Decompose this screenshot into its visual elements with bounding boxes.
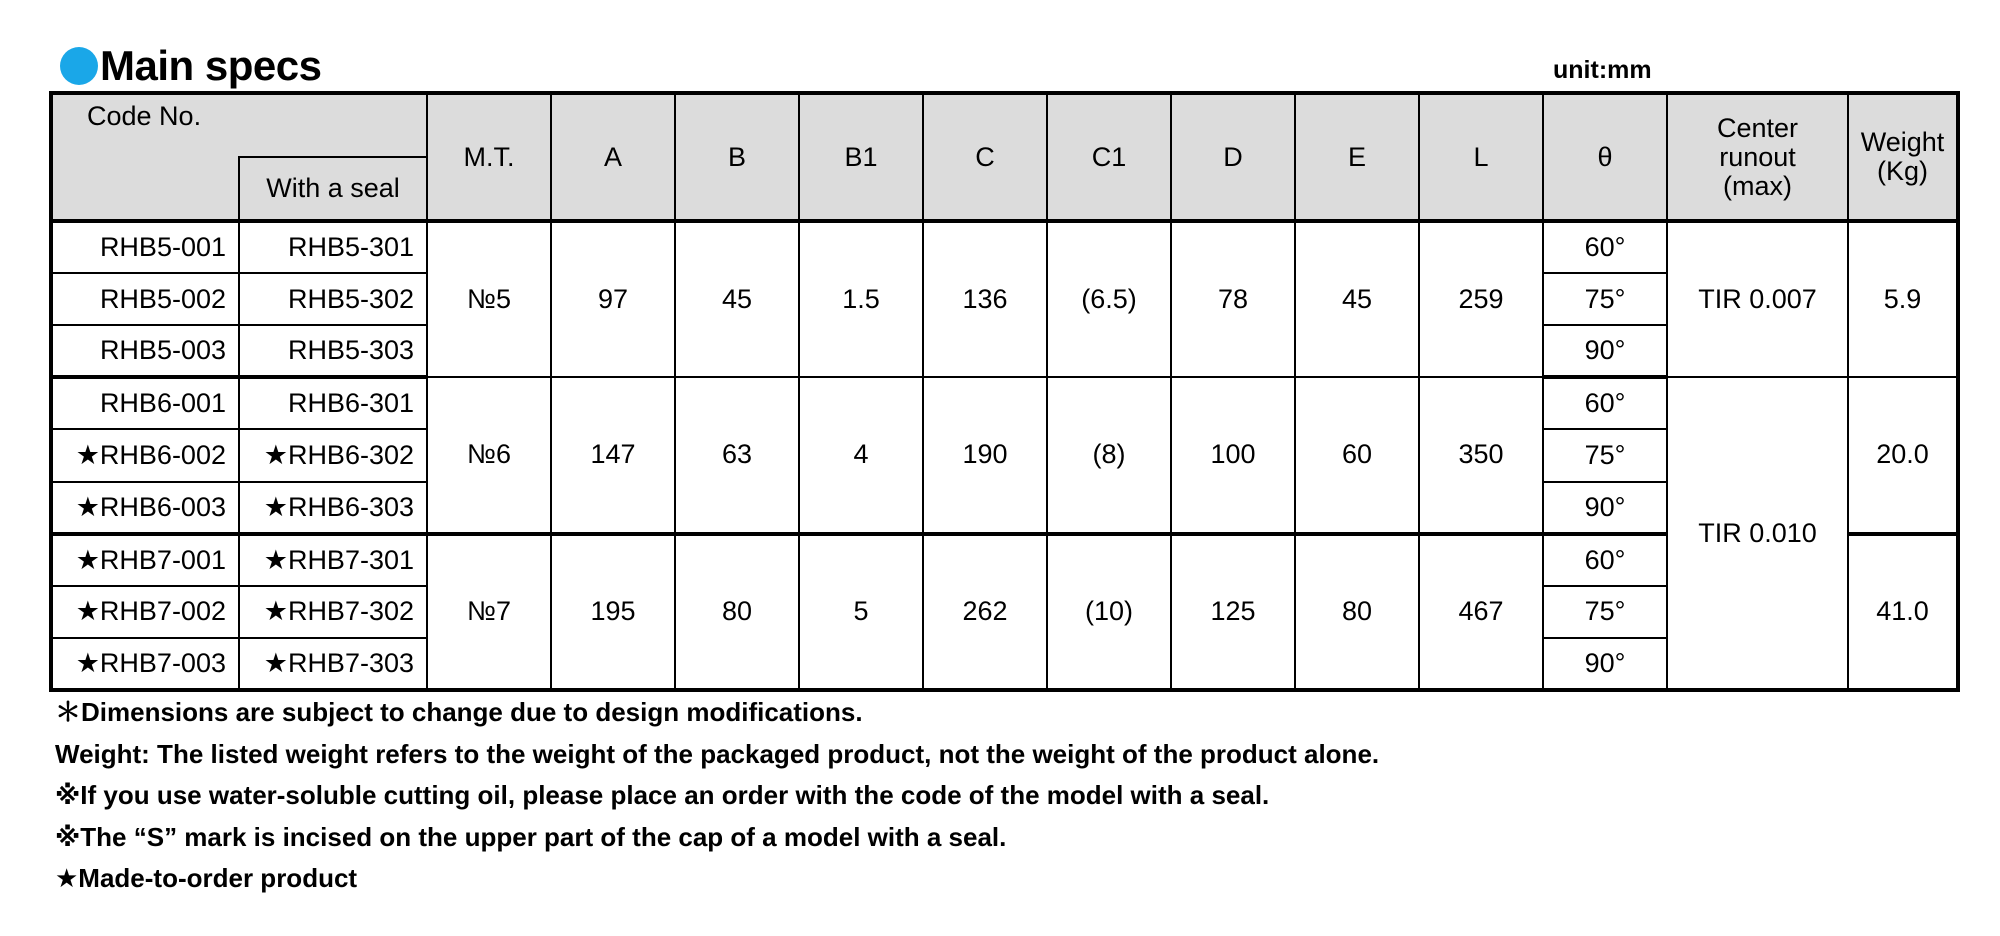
theta-cell: 75° [1543, 273, 1667, 325]
theta-cell: 75° [1543, 586, 1667, 638]
header-a: A [551, 93, 675, 221]
seal-code-cell: ★RHB7-303 [239, 638, 427, 690]
note-made-to-order: ★Made-to-order product [55, 863, 358, 893]
e-cell: 80 [1295, 534, 1419, 690]
table-row [51, 221, 1958, 273]
mt-cell: №7 [427, 534, 551, 690]
code-cell: RHB5-001 [51, 221, 239, 273]
l-cell: 467 [1419, 534, 1543, 690]
e-cell: 60 [1295, 377, 1419, 533]
weight-cell: 5.9 [1848, 221, 1958, 377]
a-cell: 147 [551, 377, 675, 533]
d-cell: 100 [1171, 377, 1295, 533]
seal-code-cell: RHB5-303 [239, 325, 427, 377]
c-cell: 136 [923, 221, 1047, 377]
seal-code-cell: ★RHB7-301 [239, 534, 427, 586]
weight-cell: 41.0 [1848, 534, 1958, 690]
c1-cell: (6.5) [1047, 221, 1171, 377]
a-cell: 97 [551, 221, 675, 377]
b1-cell: 5 [799, 534, 923, 690]
header-center-runout: Center runout (max) [1667, 93, 1848, 221]
notes [55, 692, 1379, 900]
section-title [60, 38, 321, 94]
e-cell: 45 [1295, 221, 1419, 377]
d-cell: 78 [1171, 221, 1295, 377]
code-cell: RHB5-002 [51, 273, 239, 325]
table-header [51, 93, 1958, 221]
c1-cell: (10) [1047, 534, 1171, 690]
theta-cell: 75° [1543, 429, 1667, 481]
theta-cell: 90° [1543, 325, 1667, 377]
d-cell: 125 [1171, 534, 1295, 690]
specs-table [49, 91, 1960, 692]
a-cell: 195 [551, 534, 675, 690]
seal-code-cell: ★RHB6-302 [239, 429, 427, 481]
header-code-no: Code No. [51, 93, 427, 157]
mt-cell: №6 [427, 377, 551, 533]
header-weight: Weight (Kg) [1848, 93, 1958, 221]
seal-code-cell: RHB5-302 [239, 273, 427, 325]
c-cell: 262 [923, 534, 1047, 690]
l-cell: 350 [1419, 377, 1543, 533]
seal-code-cell: ★RHB7-302 [239, 586, 427, 638]
b-cell: 80 [675, 534, 799, 690]
b-cell: 45 [675, 221, 799, 377]
theta-cell: 60° [1543, 221, 1667, 273]
header-d: D [1171, 93, 1295, 221]
page-title: Main specs [100, 42, 322, 89]
seal-code-cell: RHB6-301 [239, 377, 427, 429]
code-cell: RHB6-001 [51, 377, 239, 429]
code-cell: ★RHB7-003 [51, 638, 239, 690]
header-with-seal: With a seal [239, 157, 427, 221]
mt-cell: №5 [427, 221, 551, 377]
bullet-dot-icon [60, 47, 98, 85]
note-design-change: ＊Dimensions are subject to change due to design modifications. [55, 697, 863, 727]
theta-cell: 60° [1543, 377, 1667, 429]
unit-label: unit:mm [1553, 56, 1652, 84]
c1-cell: (8) [1047, 377, 1171, 533]
runout-cell: TIR 0.010 [1667, 377, 1848, 690]
header-c1: C1 [1047, 93, 1171, 221]
l-cell: 259 [1419, 221, 1543, 377]
seal-code-cell: RHB5-301 [239, 221, 427, 273]
theta-cell: 90° [1543, 482, 1667, 534]
seal-code-cell: ★RHB6-303 [239, 482, 427, 534]
header-theta: θ [1543, 93, 1667, 221]
c-cell: 190 [923, 377, 1047, 533]
header-b: B [675, 93, 799, 221]
note-cutting-oil: ※If you use water-soluble cutting oil, please place an order with the code of the model with a seal. [55, 780, 1270, 810]
header-l: L [1419, 93, 1543, 221]
runout-cell: TIR 0.007 [1667, 221, 1848, 377]
header-code-blank [51, 157, 239, 221]
code-cell: ★RHB7-002 [51, 586, 239, 638]
b-cell: 63 [675, 377, 799, 533]
header-e: E [1295, 93, 1419, 221]
code-cell: RHB5-003 [51, 325, 239, 377]
header-c: C [923, 93, 1047, 221]
code-cell: ★RHB7-001 [51, 534, 239, 586]
b1-cell: 4 [799, 377, 923, 533]
table-body [51, 221, 1958, 690]
note-s-mark: ※The “S” mark is incised on the upper part of the cap of a model with a seal. [55, 821, 1007, 852]
code-cell: ★RHB6-003 [51, 482, 239, 534]
note-weight: Weight: The listed weight refers to the weight of the packaged product, not the weight of the product alone. [55, 738, 1380, 769]
header-mt: M.T. [427, 93, 551, 221]
theta-cell: 60° [1543, 534, 1667, 586]
code-cell: ★RHB6-002 [51, 429, 239, 481]
table-row [51, 377, 1958, 429]
header-b1: B1 [799, 93, 923, 221]
theta-cell: 90° [1543, 638, 1667, 690]
weight-cell: 20.0 [1848, 377, 1958, 533]
b1-cell: 1.5 [799, 221, 923, 377]
